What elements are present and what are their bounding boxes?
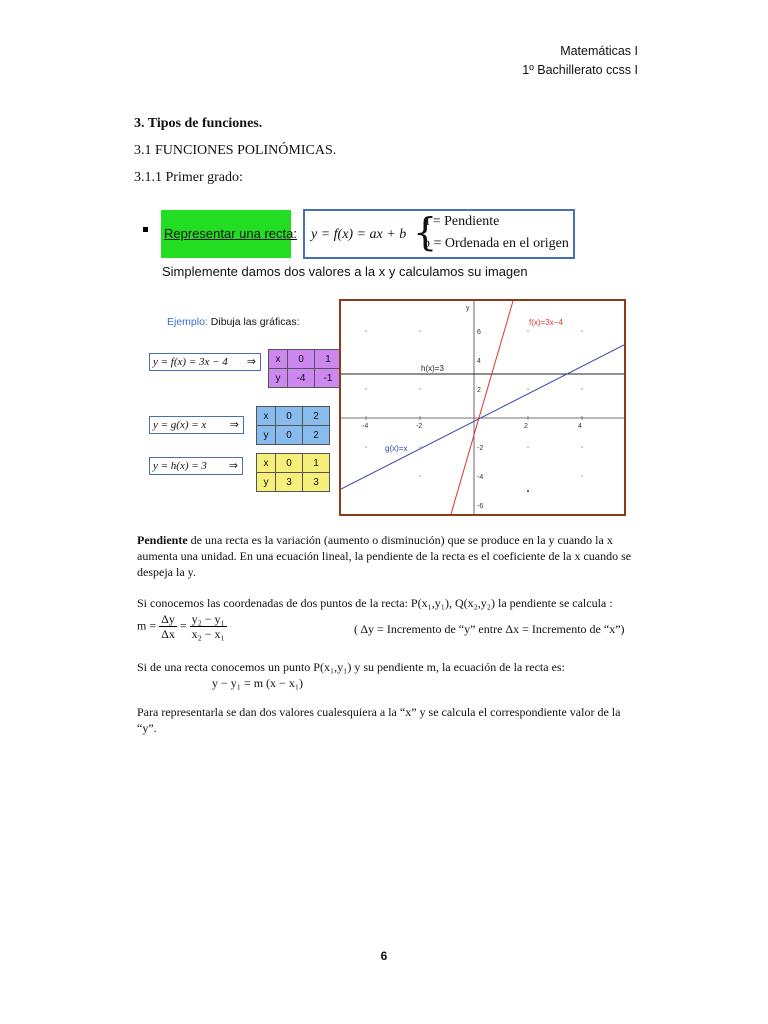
fraction-numerator: Δy bbox=[161, 612, 175, 626]
implies-arrow: ⇒ bbox=[246, 356, 256, 368]
slope-m: m = bbox=[137, 618, 157, 633]
example-text: Dibuja las gráficas: bbox=[210, 316, 300, 328]
intercept-definition: b = Ordenada en el origen bbox=[423, 236, 569, 251]
line-equation: y = f(x) = ax + b bbox=[311, 227, 407, 242]
table-cell: 0 bbox=[288, 350, 315, 369]
section-subsubtitle: 3.1.1 Primer grado: bbox=[134, 170, 243, 185]
table-cell: y bbox=[257, 473, 276, 492]
intro-text: Simplemente damos dos valores a la x y calculamos su imagen bbox=[162, 264, 528, 279]
y-tick-label: 4 bbox=[477, 358, 481, 365]
function-g-expr: y = g(x) = x bbox=[153, 419, 207, 431]
x-tick-label: -2 bbox=[416, 423, 423, 430]
equation-box bbox=[303, 209, 575, 259]
axis-ticks bbox=[362, 329, 582, 510]
example-label: Ejemplo: bbox=[167, 316, 208, 328]
y-tick-label: 6 bbox=[477, 329, 481, 336]
table-cell: -1 bbox=[315, 369, 342, 388]
table-cell: x bbox=[257, 454, 276, 473]
value-table-f bbox=[268, 349, 342, 388]
table-cell: 0 bbox=[276, 426, 303, 445]
table-cell: x bbox=[257, 407, 276, 426]
table-cell: 3 bbox=[303, 473, 330, 492]
table-cell: 0 bbox=[276, 454, 303, 473]
table-cell: 2 bbox=[303, 407, 330, 426]
pendiente-text: de una recta es la variación (aumento o disminución) que se produce en la y cuando la x aumenta una unidad. En una ecuación lineal, la pendiente de la recta es el coeficiente de la x cuando se despeja la y. bbox=[137, 533, 632, 579]
fraction-denominator: x₂ − x₁ bbox=[191, 627, 225, 641]
point-slope-equation: y − y₁ = m (x − x₁) bbox=[212, 676, 303, 690]
equals-sign: = bbox=[179, 618, 187, 633]
fraction-denominator: Δx bbox=[161, 627, 175, 641]
coordinate-fraction bbox=[190, 612, 227, 641]
bullet-marker bbox=[143, 227, 148, 232]
function-g-box bbox=[149, 416, 244, 434]
y-tick-label: -4 bbox=[477, 474, 484, 481]
label-f: f(x)=3x−4 bbox=[529, 318, 563, 327]
increment-note: ( Δy = Incremento de “y” entre Δx = Incremento de “x”) bbox=[354, 622, 625, 636]
header-subject: Matemáticas I bbox=[560, 44, 638, 58]
function-h-box bbox=[149, 457, 243, 475]
header-course: 1º Bachillerato ccss I bbox=[522, 63, 638, 77]
function-f-expr: y = f(x) = 3x − 4 bbox=[153, 356, 228, 368]
slope-definition: a = Pendiente bbox=[423, 214, 500, 229]
table-cell: 2 bbox=[303, 426, 330, 445]
line-f bbox=[451, 301, 513, 514]
bullet-label: Representar una recta: bbox=[164, 226, 297, 241]
x-tick-label: 4 bbox=[578, 423, 582, 430]
table-cell: 1 bbox=[303, 454, 330, 473]
example-heading bbox=[167, 316, 300, 328]
two-points-text: Si conocemos las coordenadas de dos puntos de la recta: P(x₁,y₁), Q(x₂,y₂) la pendiente se calcula : bbox=[137, 596, 613, 610]
table-cell: -4 bbox=[288, 369, 315, 388]
value-table-h bbox=[256, 453, 330, 492]
function-h-expr: y = h(x) = 3 bbox=[153, 460, 207, 472]
table-cell: y bbox=[269, 369, 288, 388]
y-axis-label: y bbox=[466, 305, 470, 312]
pendiente-paragraph bbox=[137, 532, 637, 580]
table-cell: 3 bbox=[276, 473, 303, 492]
function-graph bbox=[339, 299, 626, 516]
table-cell: 1 bbox=[315, 350, 342, 369]
y-tick-label: 2 bbox=[477, 387, 481, 394]
delta-fraction bbox=[159, 612, 177, 641]
brace: { bbox=[413, 210, 438, 254]
function-f-box bbox=[149, 353, 261, 371]
fraction-numerator: y₂ − y₁ bbox=[191, 612, 225, 626]
y-tick-label: -6 bbox=[477, 503, 484, 510]
label-h: h(x)=3 bbox=[421, 364, 444, 373]
x-tick-label: -4 bbox=[362, 423, 369, 430]
pendiente-term: Pendiente bbox=[137, 533, 188, 547]
table-cell: x bbox=[269, 350, 288, 369]
value-table-g bbox=[256, 406, 330, 445]
point-slope-text: Si de una recta conocemos un punto P(x₁,y₁) y su pendiente m, la ecuación de la recta es: bbox=[137, 660, 565, 674]
x-tick-label: 2 bbox=[524, 423, 528, 430]
implies-arrow: ⇒ bbox=[228, 460, 238, 472]
slope-formula bbox=[137, 612, 637, 648]
section-title: 3. Tipos de funciones. bbox=[134, 116, 263, 131]
representar-paragraph: Para representarla se dan dos valores cualesquiera a la “x” y se calcula el correspondiente valor de la “y”. bbox=[137, 705, 621, 735]
implies-arrow: ⇒ bbox=[229, 419, 239, 431]
table-cell: y bbox=[257, 426, 276, 445]
y-tick-label: -2 bbox=[477, 445, 484, 452]
graph-svg bbox=[341, 301, 624, 514]
label-g: g(x)=x bbox=[385, 444, 408, 453]
page-number: 6 bbox=[380, 949, 388, 963]
section-subtitle: 3.1 FUNCIONES POLINÓMICAS. bbox=[134, 143, 337, 158]
table-cell: 0 bbox=[276, 407, 303, 426]
line-g bbox=[341, 345, 624, 489]
